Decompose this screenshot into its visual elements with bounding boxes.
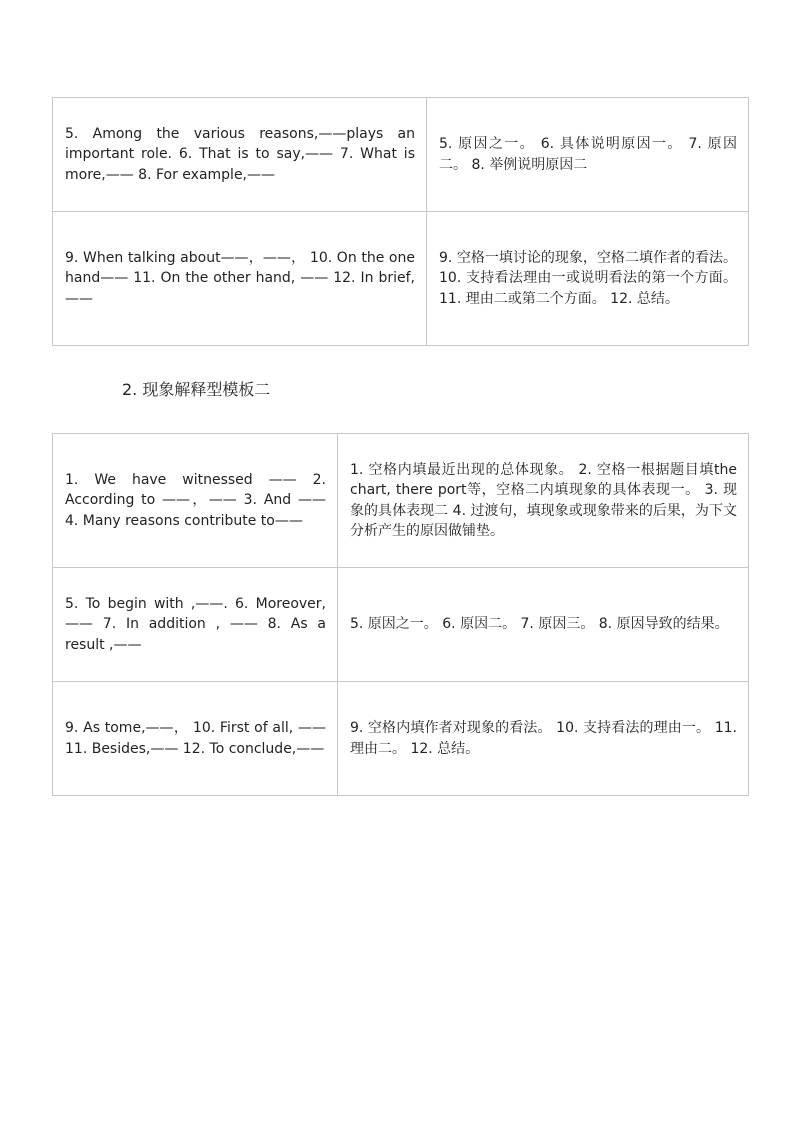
table-row [53, 682, 749, 796]
template-table-1 [52, 97, 749, 346]
english-phrases-cell: 1. We have witnessed —— 2. According to ——，—— 3. And —— 4. Many reasons contribute to—— [53, 434, 338, 568]
table-row [53, 568, 749, 682]
chinese-explanation-cell: 1. 空格内填最近出现的总体现象。 2. 空格一根据题目填the chart, there port等，空格二内填现象的具体表现一。 3. 现象的具体表现二 4. 过渡句，填现象或现象带来的后果，为下文分析产生的原因做铺垫。 [338, 434, 749, 568]
english-phrases-cell: 9. As tome,——， 10. First of all, —— 11. Besides,—— 12. To conclude,—— [53, 682, 338, 796]
table-row [53, 98, 749, 212]
english-phrases-cell: 5. To begin with ,——. 6. Moreover,—— 7. In addition , —— 8. As a result ,—— [53, 568, 338, 682]
chinese-explanation-cell: 9. 空格内填作者对现象的看法。 10. 支持看法的理由一。 11. 理由二。 12. 总结。 [338, 682, 749, 796]
table-row [53, 212, 749, 346]
english-phrases-cell: 9. When talking about——，——， 10. On the one hand—— 11. On the other hand, —— 12. In brief,—— [53, 212, 427, 346]
english-phrases-cell: 5. Among the various reasons,——plays an important role. 6. That is to say,—— 7. What is more,—— 8. For example,—— [53, 98, 427, 212]
chinese-explanation-cell: 5. 原因之一。 6. 原因二。 7. 原因三。 8. 原因导致的结果。 [338, 568, 749, 682]
chinese-explanation-cell: 5. 原因之一。 6. 具体说明原因一。 7. 原因二。 8. 举例说明原因二 [427, 98, 749, 212]
section-heading: 2. 现象解释型模板二 [122, 380, 271, 399]
chinese-explanation-cell: 9. 空格一填讨论的现象，空格二填作者的看法。 10. 支持看法理由一或说明看法的第一个方面。 11. 理由二或第二个方面。 12. 总结。 [427, 212, 749, 346]
template-table-2 [52, 433, 749, 796]
table-row [53, 434, 749, 568]
